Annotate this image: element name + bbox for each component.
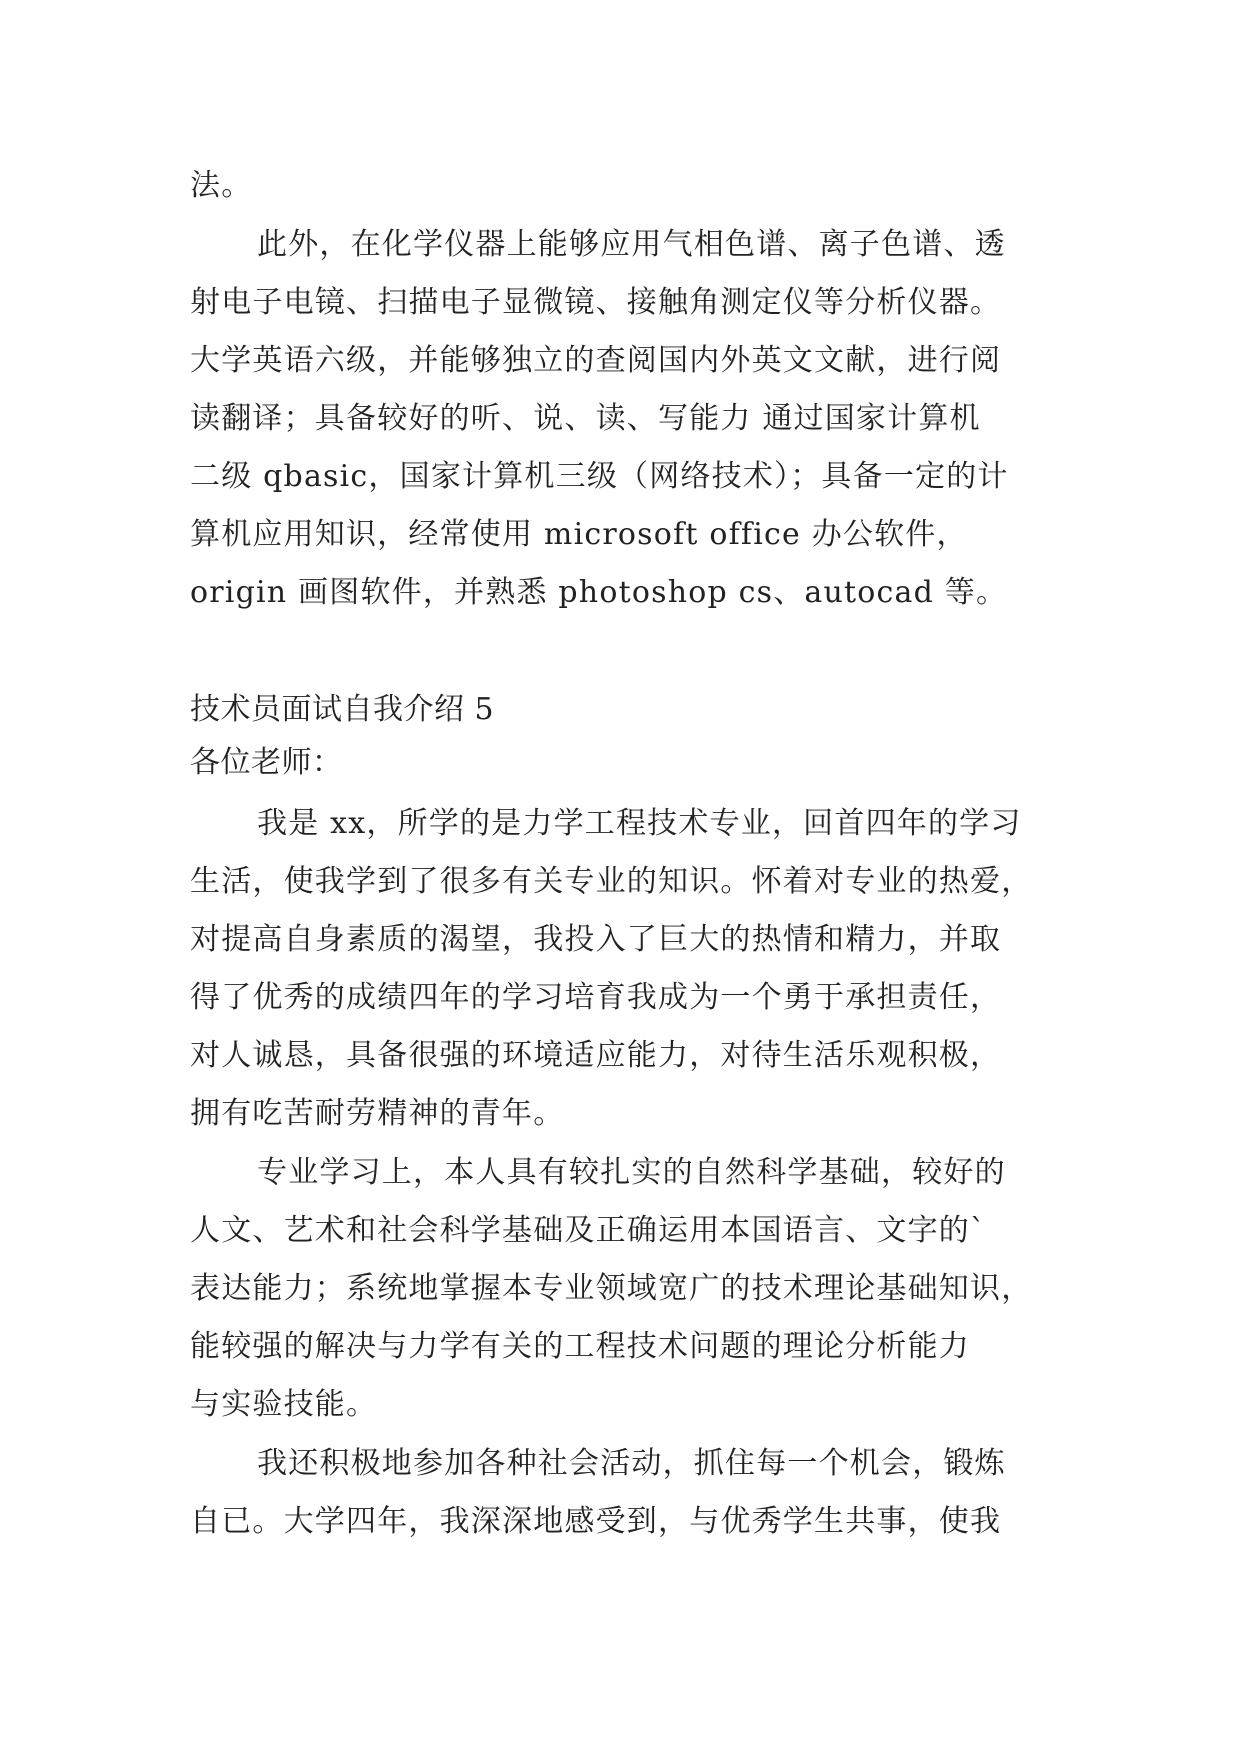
paragraph-line: 表达能力；系统地掌握本专业领域宽广的技术理论基础知识， [190,1271,1033,1306]
paragraph-line: 对提高自身素质的渴望，我投入了巨大的热情和精力，并取 [190,922,1002,957]
paragraph-line: 读翻译；具备较好的听、说、读、写能力 通过国家计算机 [190,401,981,436]
paragraph-line: 二级 qbasic，国家计算机三级（网络技术）；具备一定的计 [190,459,1009,494]
paragraph-line: 大学英语六级，并能够独立的查阅国内外英文文献，进行阅 [190,343,1002,378]
paragraph-line: 拥有吃苦耐劳精神的青年。 [190,1096,565,1131]
paragraph-line: 生活，使我学到了很多有关专业的知识。怀着对专业的热爱， [190,864,1033,899]
paragraph-line: 算机应用知识，经常使用 microsoft office 办公软件， [190,517,968,552]
paragraph-line: 自已。大学四年，我深深地感受到，与优秀学生共事，使我 [190,1504,1002,1539]
paragraph-line: 射电子电镜、扫描电子显微镜、接触角测定仪等分析仪器。 [190,285,1002,320]
paragraph-line: origin 画图软件，并熟悉 photoshop cs、autocad 等。 [190,575,1008,610]
paragraph-line: 我还积极地参加各种社会活动，抓住每一个机会，锻炼 [257,1446,1006,1481]
paragraph-line: 与实验技能。 [190,1387,378,1422]
section-title: 技术员面试自我介绍 5 [190,692,495,727]
paragraph-line: 此外，在化学仪器上能够应用气相色谱、离子色谱、透 [257,227,1006,262]
paragraph-line: 专业学习上，本人具有较扎实的自然科学基础，较好的 [257,1155,1006,1190]
paragraph-line: 得了优秀的成绩四年的学习培育我成为一个勇于承担责任， [190,980,1002,1015]
paragraph-line: 对人诚恳，具备很强的环境适应能力，对待生活乐观积极， [190,1038,1002,1073]
salutation: 各位老师： [190,745,343,780]
paragraph-tail: 法。 [190,168,253,203]
paragraph-line: 人文、艺术和社会科学基础及正确运用本国语言、文字的` [190,1213,987,1248]
paragraph-line: 我是 xx，所学的是力学工程技术专业，回首四年的学习 [257,806,1022,841]
paragraph-line: 能较强的解决与力学有关的工程技术问题的理论分析能力 [190,1329,970,1364]
